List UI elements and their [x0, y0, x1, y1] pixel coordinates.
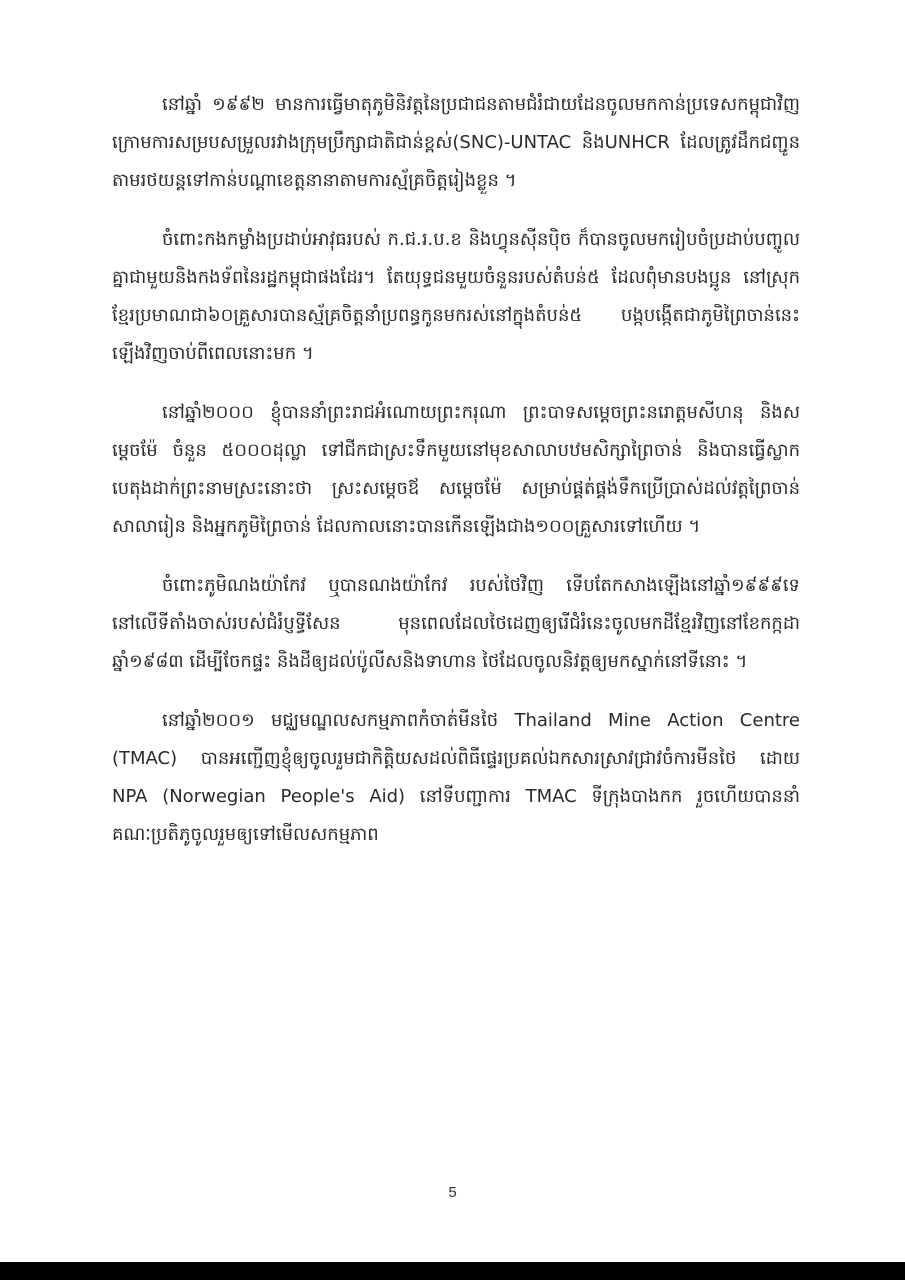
paragraph-tmac-2001: នៅឆ្នាំ២០០១ មជ្ឈមណ្ឌលសកម្មភាពកំចាត់មីនថៃ Thailand Mine Action Centre (TMAC) បានអញ្ជើញខ្ញុំឲ្យចូលរួមជាកិត្តិយសដល់ពិធីផ្ទេរប្រគល់ឯកសារស្រាវជ្រាវចំការមីនថៃ ដោយ NPA (Norwegian People's Aid) នៅទីបញ្ជាការ TMAC ទីក្រុងបាងកក រួចហើយបាននាំគណៈប្រតិភូចូលរួមឲ្យទៅមើលសកម្មភាព	[112, 710, 800, 845]
document-body	[112, 86, 800, 875]
paragraph-pond-donation-2000: នៅឆ្នាំ២០០០ ខ្ញុំបាននាំព្រះរាជអំណោយព្រះករុណា ព្រះបាទសម្តេចព្រះនរោត្តមសីហនុ និងសម្តេចម៉ែ ចំនួន ៥០០០ដុល្លា ទៅជីកជាស្រះទឹកមួយនៅមុខសាលាបឋមសិក្សាព្រៃចាន់ និងបានធ្វើស្លាកបេតុងដាក់ព្រះនាមស្រះនោះថា ស្រះសម្តេចឪ សម្តេចម៉ែ សម្រាប់ផ្គត់ផ្គង់ទឹកប្រើប្រាស់ដល់វត្តព្រៃចាន់ សាលារៀន និងអ្នកភូមិព្រៃចាន់ ដែលកាលនោះបានកើនឡើងជាង១០០គ្រួសារទៅហើយ ។	[112, 402, 800, 537]
page-number: 5	[448, 1184, 457, 1201]
paragraph-thai-village: ចំពោះភូមិណងយ៉ាកែវ ឬបានណងយ៉ាកែវ របស់ថៃវិញ ទើបតែកសាងឡើងនៅឆ្នាំ១៩៩៩ទេ នៅលើទីតាំងចាស់របស់ជំរំប្ញទ្ធីសែន មុនពេលដែលថៃដេញឲ្យរើជំរំនេះចូលមកដីខ្មែរវិញនៅខែកក្កដា ឆ្នាំ១៩៨៣ ដើម្បីចែកផ្ទះ និងដីឲ្យដល់ប៉ូលីសនិងទាហាន ថៃដែលចូលនិវត្តឲ្យមកស្នាក់នៅទីនោះ ។	[112, 575, 800, 672]
bottom-border-bar	[0, 1262, 905, 1280]
paragraph-repatriation-1992: នៅឆ្នាំ ១៩៩២ មានការធ្វើមាតុភូមិនិវត្តនៃប្រជាជនតាមជំរំជាយដែនចូលមកកាន់ប្រទេសកម្ពុជាវិញ ក្រោមការសម្របសម្រួលរវាងក្រុមប្រឹក្សាជាតិជាន់ខ្ពស់(SNC)-UNTAC និងUNHCR ដែលត្រូវដឹកជញ្ជូនតាមរថយន្តទៅកាន់បណ្តាខេត្តនានាតាមការស្ម័គ្រចិត្តរៀងខ្លួន ។	[112, 94, 800, 191]
paragraph-armed-forces-integration: ចំពោះកងកម្លាំងប្រដាប់អាវុធរបស់ ក.ជ.រ.ប.ខ និងហ្វុនស៊ីនប៉ិច ក៏បានចូលមករៀបចំប្រដាប់បញ្ចូលគ្នាជាមួយនិងកងទ័ពនៃរដ្ឋកម្ពុជាផងដែរ។ តែយុទ្ធជនមួយចំនួនរបស់តំបន់៥ ដែលពុំមានបងប្អូន នៅស្រុកខ្មែរប្រមាណជា៦០គ្រួសារបានស្ម័គ្រចិត្តនាំប្រពន្ធកូនមករស់នៅក្នុងតំបន់៥ បង្កបង្កើតជាភូមិព្រៃចាន់នេះឡើងវិញចាប់ពីពេលនោះមក ។	[112, 229, 800, 364]
